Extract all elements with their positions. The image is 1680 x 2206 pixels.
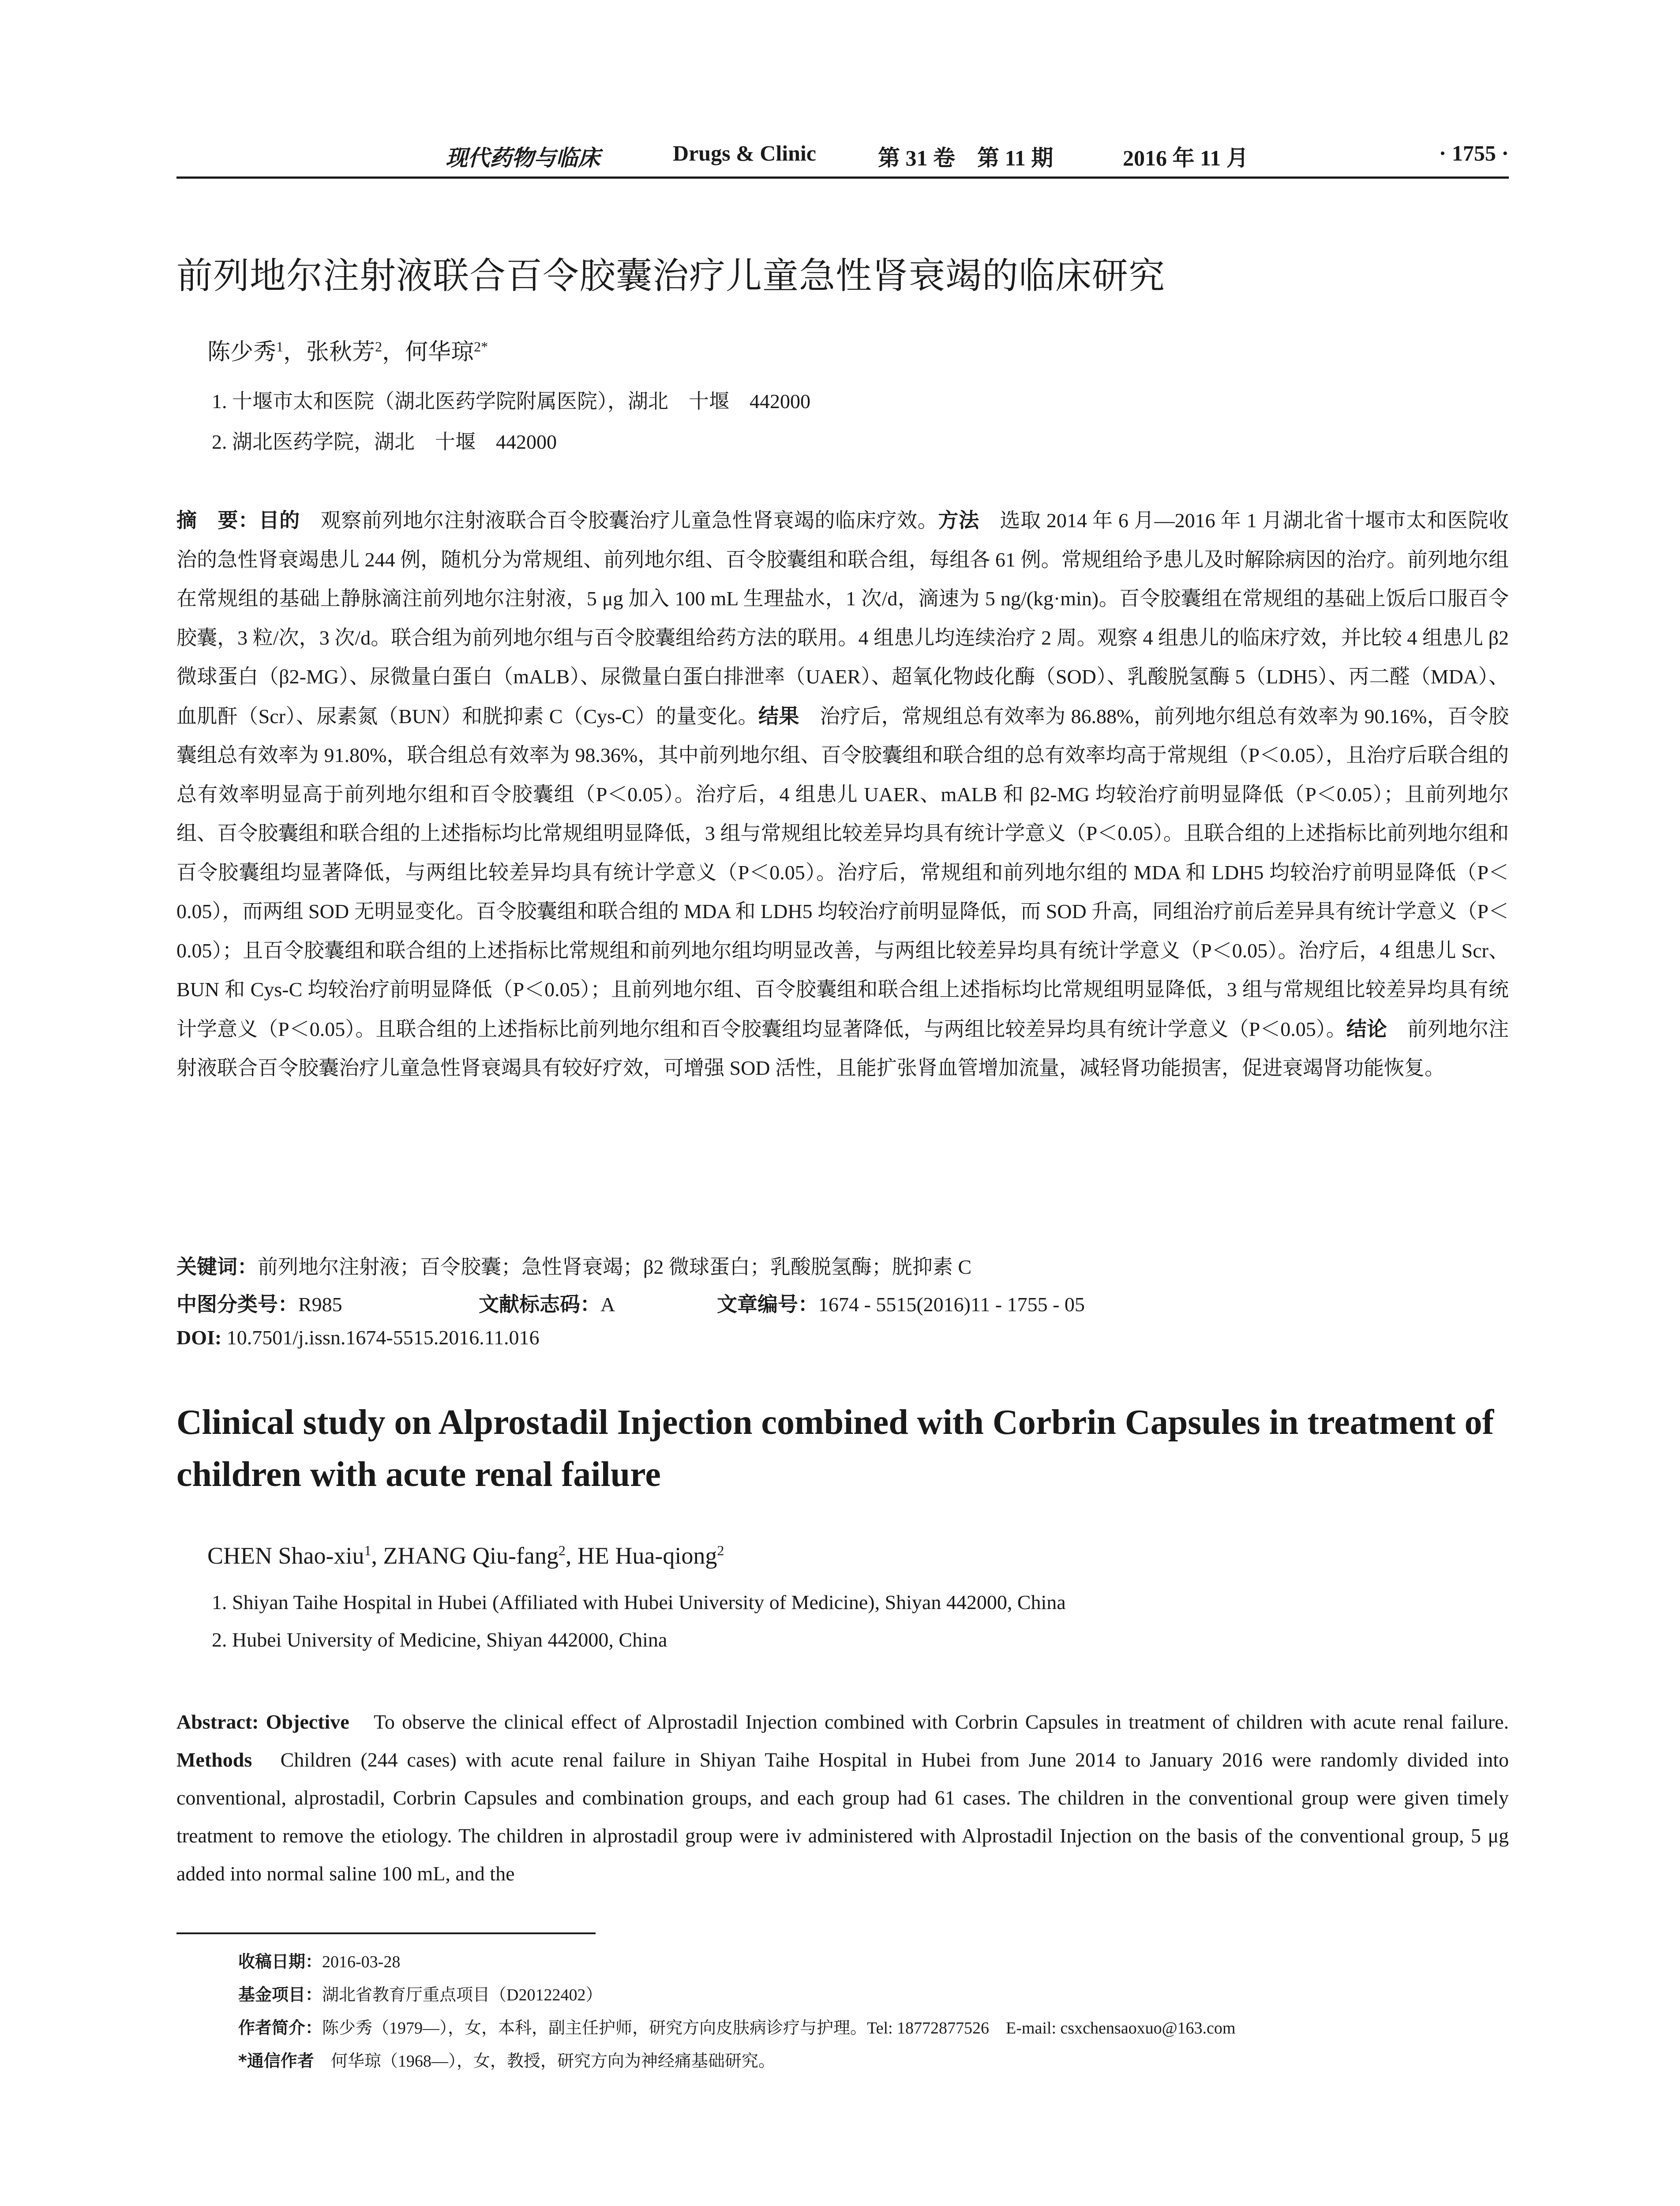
- author-affiliation-mark: 2: [375, 338, 382, 355]
- objective-label: 目的: [259, 508, 300, 532]
- author-name: 何华琼: [405, 340, 474, 365]
- objective-text: To observe the clinical effect of Alprostadil Injection combined with Corbrin Capsules in treatment of children with acute renal failure.: [374, 1711, 1509, 1733]
- article-no-label: 文章编号：: [717, 1292, 818, 1316]
- author-affiliation-mark: 2*: [474, 338, 488, 355]
- author-affiliation-mark: 2: [717, 1542, 724, 1558]
- corr-value: 何华琼（1968—），女，教授，研究方向为神经痛基础研究。: [330, 2052, 775, 2071]
- conclusion-text: 前列地尔注射液联合百令胶囊治疗儿童急性肾衰竭具有较好疗效，可增强 SOD 活性，且能扩张肾血管增加流量，减轻肾功能损害，促进衰竭肾功能恢复。: [176, 1017, 1509, 1079]
- issue-date: 2016 年 11 月: [1123, 146, 1249, 170]
- methods-text: 选取 2014 年 6 月—2016 年 1 月湖北省十堰市太和医院收治的急性肾衰竭患儿 244 例，随机分为常规组、前列地尔组、百令胶囊组和联合组，每组各 61 例。常规组给予患儿及时解除病因的治疗。前列地尔组在常规组的基础上静脉滴注前列地尔注射液，5 μg 加入 100 mL 生理盐水，1 次/d，滴速为 5 ng/(kg·min)。百令胶囊组在常规组的基础上饭后口服百令胶囊，3 粒/次，3 次/d。联合组为前列地尔组与百令胶囊组给药方法的联用。4 组患儿均连续治疗 2 周。观察 4 组患儿的临床疗效，并比较 4 组患儿 β2 微球蛋白（β2-MG）、尿微量白蛋白（mALB）、尿微量白蛋白排泄率（UAER）、超氧化物歧化酶（SOD）、乳酸脱氢酶 5（LDH5）、丙二醛（MDA）、血肌酐（Scr）、尿素氮（BUN）和胱抑素 C（Cys-C）的量变化。: [176, 509, 1509, 728]
- running-header: [176, 140, 1509, 180]
- author-affiliation-mark: 1: [276, 338, 284, 355]
- footnote-rule: [176, 1932, 596, 1934]
- clc-value: R985: [298, 1293, 342, 1316]
- article-no-value: 1674 - 5515(2016)11 - 1755 - 05: [818, 1293, 1085, 1316]
- clc-label: 中图分类号：: [176, 1292, 298, 1316]
- fund-label: 基金项目：: [238, 1985, 322, 2004]
- keywords-label: 关键词：: [176, 1255, 258, 1279]
- footnote-received-date: [238, 1948, 400, 1972]
- author-name: ZHANG Qiu-fang: [383, 1542, 559, 1569]
- abstract-label: Abstract:: [176, 1711, 259, 1733]
- author-affiliation-mark: 2: [558, 1542, 566, 1558]
- doi-value[interactable]: 10.7501/j.issn.1674-5515.2016.11.016: [226, 1326, 540, 1349]
- doi: [176, 1326, 540, 1349]
- page-number: · 1755 ·: [1439, 141, 1509, 165]
- author-list-cn: 陈少秀$^1$，张秋芳$^2$，何华琼$^{2*}$: [207, 338, 488, 365]
- corr-label: *通信作者: [238, 2051, 314, 2071]
- bio-label: 作者简介：: [238, 2018, 322, 2037]
- objective-text: 观察前列地尔注射液联合百令胶囊治疗儿童急性肾衰竭的临床疗效。: [320, 509, 938, 532]
- received-value: 2016-03-28: [322, 1953, 401, 1971]
- doi-label: DOI:: [176, 1326, 222, 1349]
- affiliation-en: 1. Shiyan Taihe Hospital in Hubei (Affiliated with Hubei University of Medicine), Shiyan 442000, China: [212, 1591, 1066, 1613]
- methods-text: Children (244 cases) with acute renal failure in Shiyan Taihe Hospital in Hubei from June 2014 to January 2016 were randomly divided into conventional, alprostadil, Corbrin Capsules and combination groups, and each group had 61 cases. The children in the conventional group were given timely treatment to remove the etiology. The children in alprostadil group were iv administered with Alprostadil Injection on the basis of the conventional group, 5 μg added into normal saline 100 mL, and the: [176, 1748, 1509, 1885]
- keywords-text: 前列地尔注射液；百令胶囊；急性肾衰竭；β2 微球蛋白；乳酸脱氢酶；胱抑素 C: [258, 1256, 972, 1278]
- fund-value: 湖北省教育厅重点项目（D20122402）: [322, 1986, 603, 2004]
- results-label: 结果: [758, 704, 799, 728]
- abstract-cn: [176, 501, 1509, 1088]
- author-affiliation-mark: 1: [364, 1542, 371, 1558]
- results-text: 治疗后，常规组总有效率为 86.88%，前列地尔组总有效率为 90.16%，百令胶囊组总有效率为 91.80%，联合组总有效率为 98.36%，其中前列地尔组、百令胶囊组和联合组的总有效率均高于常规组（P＜0.05），且治疗后联合组的总有效率明显高于前列地尔组和百令胶囊组（P＜0.05）。治疗后，4 组患儿 UAER、mALB 和 β2-MG 均较治疗前明显降低（P＜0.05）；且前列地尔组、百令胶囊组和联合组的上述指标均比常规组明显降低，3 组与常规组比较差异均具有统计学意义（P＜0.05）。且联合组的上述指标比前列地尔组和百令胶囊组均显著降低，与两组比较差异均具有统计学意义（P＜0.05）。治疗后，常规组和前列地尔组的 MDA 和 LDH5 均较治疗前明显降低（P＜0.05），而两组 SOD 无明显变化。百令胶囊组和联合组的 MDA 和 LDH5 均较治疗前明显降低，而 SOD 升高，同组治疗前后差异具有统计学意义（P＜0.05）；且百令胶囊组和联合组的上述指标比常规组和前列地尔组均明显改善，与两组比较差异均具有统计学意义（P＜0.05）。治疗后，4 组患儿 Scr、BUN 和 Cys-C 均较治疗前明显降低（P＜0.05）；且前列地尔组、百令胶囊组和联合组上述指标均比常规组明显降低，3 组与常规组比较差异均具有统计学意义（P＜0.05）。且联合组的上述指标比前列地尔组和百令胶囊组均显著降低，与两组比较差异均具有统计学意义（P＜0.05）。: [176, 705, 1509, 1040]
- received-label: 收稿日期：: [238, 1952, 322, 1971]
- header-rule: [176, 176, 1509, 179]
- clc-number: [176, 1288, 342, 1317]
- footnote-corresponding-author: [238, 2047, 775, 2071]
- affiliation-cn: 1. 十堰市太和医院（湖北医药学院附属医院），湖北 十堰 442000: [212, 390, 810, 413]
- objective-label: Objective: [266, 1711, 349, 1733]
- author-name: 张秋芳: [306, 340, 375, 365]
- methods-label: 方法: [938, 508, 979, 532]
- article-title-en: Clinical study on Alprostadil Injection combined with Corbrin Capsules in treatment of children with acute renal failure: [176, 1403, 1494, 1494]
- volume-issue: 第 31 卷 第 11 期: [878, 146, 1054, 170]
- methods-label: Methods: [176, 1748, 252, 1771]
- journal-name-cn: 现代药物与临床: [446, 146, 600, 170]
- bio-value: 陈少秀（1979—），女，本科，副主任护师，研究方向皮肤病诊疗与护理。Tel: 18772877526 E-mail: csxchensaoxuo@163.com: [322, 2019, 1236, 2037]
- journal-name-en: Drugs & Clinic: [673, 141, 816, 165]
- footnote-funding: [238, 1981, 602, 2005]
- author-list-en: CHEN Shao-xiu$^1$, ZHANG Qiu-fang$^2$, HE Hua-qiong$^2$: [207, 1542, 724, 1569]
- article-title-cn: 前列地尔注射液联合百令胶囊治疗儿童急性肾衰竭的临床研究: [176, 255, 1166, 297]
- keywords-cn: [176, 1251, 971, 1280]
- affiliation-cn: 2. 湖北医药学院，湖北 十堰 442000: [212, 431, 557, 453]
- conclusion-label: 结论: [1346, 1017, 1387, 1041]
- affiliation-en: 2. Hubei University of Medicine, Shiyan 442000, China: [212, 1628, 668, 1651]
- article-number: [717, 1288, 1085, 1317]
- abstract-en: [176, 1703, 1509, 1893]
- abstract-label: 摘 要：: [176, 508, 259, 532]
- author-name: CHEN Shao-xiu: [207, 1542, 364, 1569]
- author-name: HE Hua-qiong: [577, 1542, 717, 1569]
- document-code: [479, 1288, 615, 1317]
- footnote-author-bio: [238, 2014, 1235, 2038]
- doc-code-value: A: [600, 1293, 615, 1316]
- author-name: 陈少秀: [207, 340, 277, 365]
- doc-code-label: 文献标志码：: [479, 1292, 600, 1316]
